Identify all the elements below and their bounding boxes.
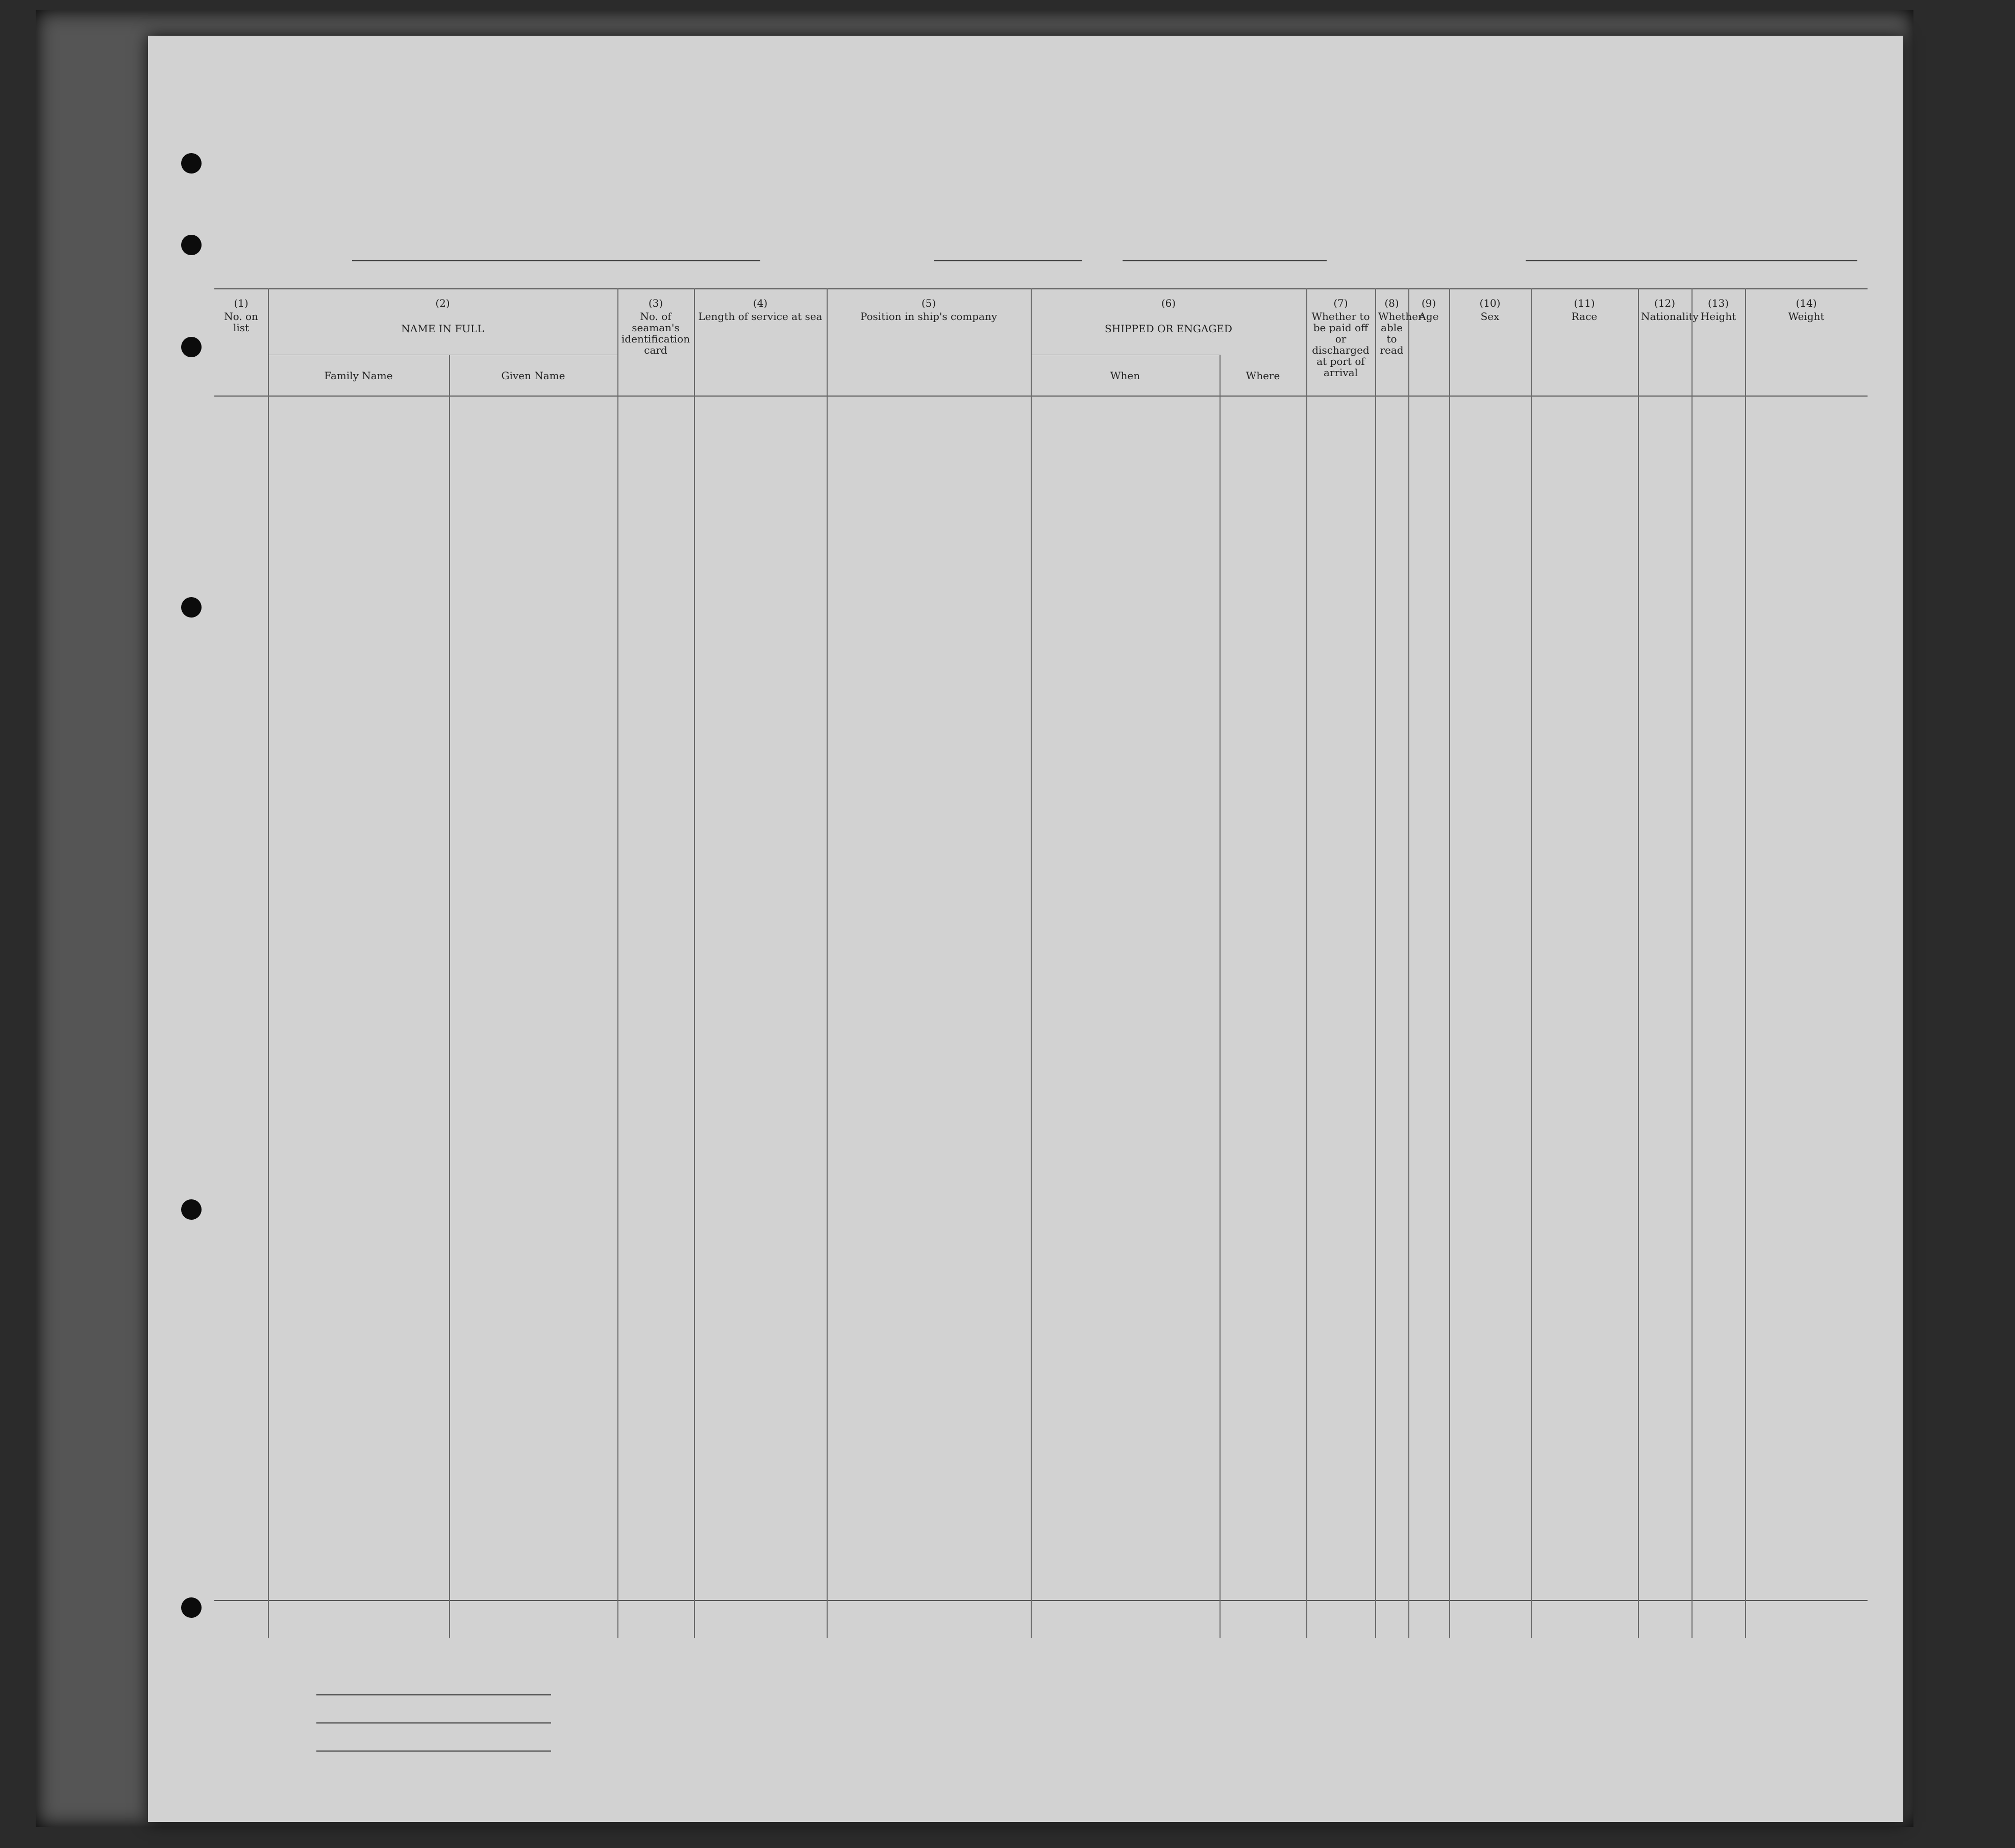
column-header [1745,298,1868,322]
column-number: (12) [1654,297,1676,309]
column-divider [1691,288,1693,1638]
column-label: Weight [1788,310,1825,323]
column-label: Sex [1480,310,1500,323]
column-number: (3) [648,297,663,309]
column-header [1691,298,1745,322]
punch-hole [181,597,202,618]
column-number: (8) [1384,297,1399,309]
column-label: Height [1700,310,1736,323]
underline [1123,260,1327,261]
underline [352,260,760,261]
column-label: No. of seaman's identification card [621,310,690,356]
punch-hole [181,235,202,255]
column-label: NAME IN FULL [401,323,484,335]
column-number: (7) [1333,297,1348,309]
column-divider [1449,288,1450,1638]
table-bottom-border [214,1600,1868,1601]
column-divider [1031,288,1032,1638]
column-divider [268,288,269,1638]
underline [1526,260,1857,261]
column-divider [1375,288,1376,1638]
column-header [827,298,1031,322]
column-header [268,298,617,334]
column-divider [1408,288,1409,1638]
column-number: (4) [753,297,768,309]
column-number: (5) [921,297,936,309]
column-header [214,298,268,333]
column-number: (10) [1479,297,1501,309]
column-divider [617,288,618,1638]
column-number: (9) [1421,297,1436,309]
underline [934,260,1082,261]
table-top-border [214,288,1868,289]
column-header [1306,298,1375,378]
column-label: No. on list [224,310,258,334]
column-header [1449,298,1531,322]
column-label: Length of service at sea [698,310,823,323]
punch-hole [181,153,202,174]
column-label: Position in ship's company [860,310,998,323]
column-subheader: Given Name [501,369,565,382]
column-header [694,298,827,322]
vessel-line [270,230,1852,270]
column-divider [449,355,450,1638]
column-label: Whether to be paid off or discharged at port of arrival [1311,310,1370,379]
column-divider [827,288,828,1638]
punch-hole [181,1199,202,1220]
column-header [1531,298,1638,322]
column-number: (13) [1707,297,1729,309]
manifest-sheet [148,36,1903,1822]
column-label: Nationality [1641,310,1699,323]
column-header [1031,298,1306,334]
crew-table [214,288,1868,1636]
column-number: (1) [234,297,248,309]
column-divider [1531,288,1532,1638]
column-divider [1306,288,1307,1638]
punch-hole [181,337,202,357]
column-divider [694,288,695,1638]
column-number: (11) [1574,297,1595,309]
column-header [1375,297,1423,356]
column-number: (14) [1796,297,1817,309]
punch-hole [181,1597,202,1618]
header-bottom-border [214,396,1868,397]
column-number: (2) [435,297,450,309]
column-label: Whether able to read [1378,310,1423,356]
column-number: (6) [1161,297,1176,309]
column-subheader: When [1110,369,1140,382]
column-header [1408,298,1449,322]
column-label: SHIPPED OR ENGAGED [1105,323,1232,335]
column-header [1638,297,1699,323]
column-divider [1745,288,1746,1638]
column-label: Age [1419,310,1439,323]
column-subheader: Where [1246,369,1280,382]
column-divider [1220,355,1221,1638]
column-subheader: Family Name [324,369,393,382]
column-header [617,298,694,356]
column-label: Race [1571,310,1598,323]
column-divider [1638,288,1639,1638]
